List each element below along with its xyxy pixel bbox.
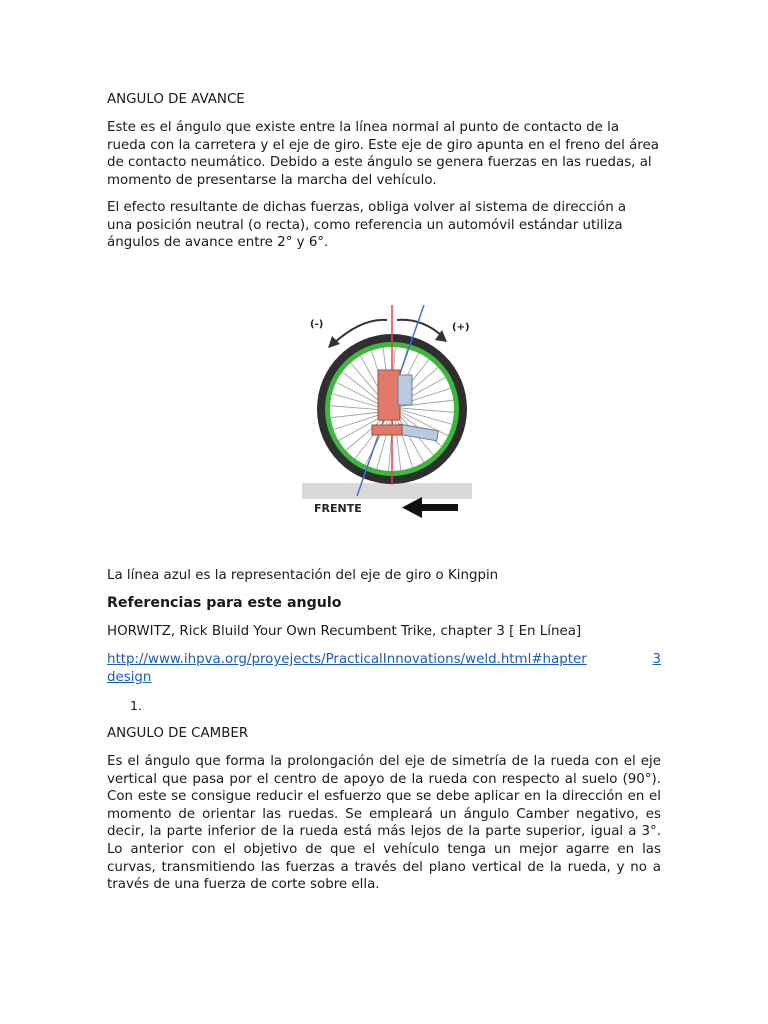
ground-strip	[302, 483, 472, 499]
reference-link-text-b[interactable]: 3	[652, 652, 661, 667]
list-number: 1.	[130, 698, 142, 713]
reference-link-text-a[interactable]: http://www.ihpva.org/proyejects/PracticalInnovations/weld.html#hapter	[107, 652, 587, 667]
front-arrow-shaft	[420, 504, 458, 511]
paragraph-avance-definition: Este es el ángulo que existe entre la línea normal al punto de contacto de la rueda con la carretera y el eje de giro. Este eje de giro apunta en el freno del área de contacto neumático. Debido a este ángulo se genera fuerzas en las ruedas, al momento de presentarse la marcha del vehículo.	[107, 120, 659, 188]
reference-link[interactable]	[107, 651, 661, 686]
wheel-diagram	[302, 300, 472, 522]
brake-caliper	[398, 375, 412, 405]
figure-caption: La línea azul es la representación del eje de giro o Kingpin	[107, 568, 499, 583]
front-arrow-head	[402, 497, 422, 518]
rotate-right-arc	[397, 320, 442, 336]
reference-link-line1[interactable]	[107, 651, 661, 669]
section-heading-angulo-de-avance: ANGULO DE AVANCE	[107, 92, 245, 107]
minus-label: (-)	[310, 319, 324, 330]
reference-link-line2[interactable]: design	[107, 669, 152, 685]
reference-entry: HORWITZ, Rick Bluild Your Own Recumbent Trike, chapter 3 [ En Línea]	[107, 624, 582, 639]
section-heading-angulo-de-camber: ANGULO DE CAMBER	[107, 726, 249, 741]
paragraph-camber-definition: Es el ángulo que forma la prolongación del eje de simetría de la rueda con el eje vertical que pasa por el centro de apoyo de la rueda con respecto al suelo (90°). Con este se consigue reducir el esfuerzo que se debe aplicar en la dirección en el momento de orientar las ruedas. Se empleará un ángulo Camber negativo, es decir, la parte inferior de la rueda está más lejos de la parte superior, igual a 3°. Lo anterior con el objetivo de que el vehículo tenga un mejor agarre en las curvas, transmitiendo las fuerzas a través del plano vertical de la rueda, y no a través de una fuerza de corte sobre ella.	[107, 754, 661, 893]
frente-label: FRENTE	[314, 502, 362, 515]
caster-angle-figure	[302, 300, 472, 522]
plus-label: (+)	[452, 322, 470, 333]
paragraph-avance-effect: El efecto resultante de dichas fuerzas, obliga volver al sistema de dirección a una posición neutral (o recta), como referencia un automóvil estándar utiliza ángulos de avance entre 2° y 6°.	[107, 200, 627, 251]
rotate-left-arrowhead	[328, 336, 340, 348]
references-heading: Referencias para este angulo	[107, 595, 342, 611]
hub-assembly	[378, 370, 400, 420]
hub-bottom	[372, 425, 402, 435]
